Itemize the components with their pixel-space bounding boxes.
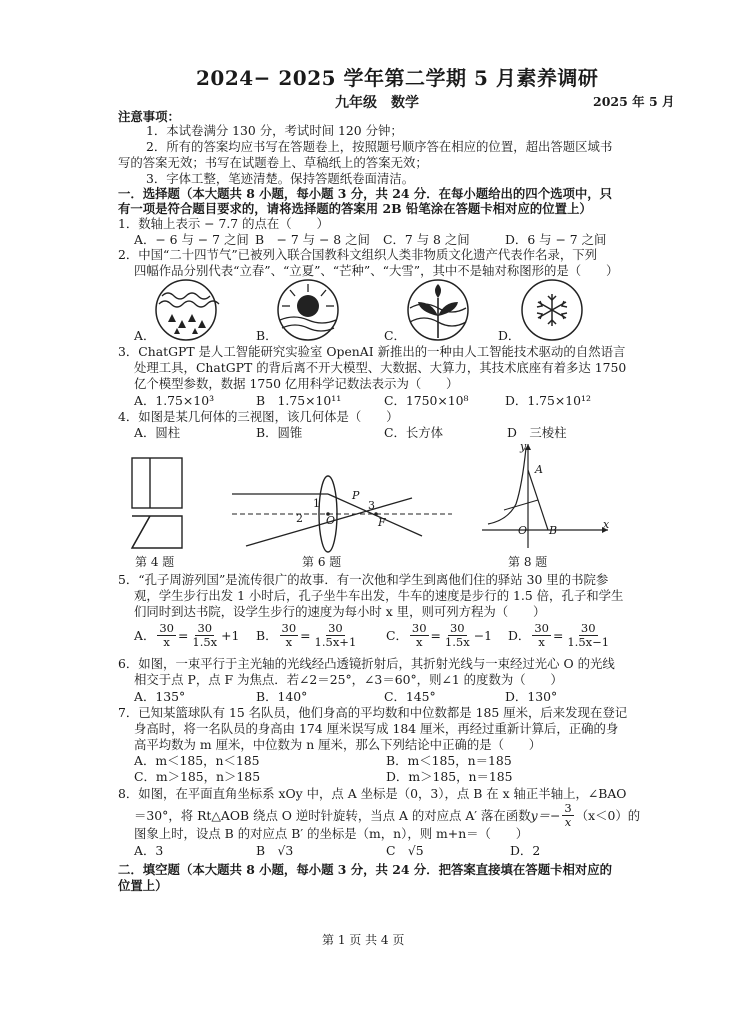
q3-option-b: B 1.75×10¹¹ [256,393,342,408]
fig6-label-2: 2 [296,512,303,525]
q7-option-d: D．m＞185，n＝185 [386,769,513,784]
q5-stem-line3: 们同时到达书院，设学生步行的速度为每小时 x 里，则可列方程为（ ） [134,604,546,619]
q6-option-a: A．135° [134,689,186,704]
section2-heading-cont: 位置上） [118,878,168,893]
figure-q4-three-views [130,456,190,556]
fig8-label-b: B [549,524,558,537]
q4-option-d: D 三棱柱 [507,425,567,440]
figure-caption-q4: 第 4 题 [135,555,175,569]
q2-image-c-mangzhong [406,278,470,342]
q4-option-a: A．圆柱 [134,425,181,440]
grade-subject: 九年级 数学 [335,95,419,111]
figure-caption-q8: 第 8 题 [508,555,548,569]
q4-stem: 4．如图是某几何体的三视图，该几何体是（ ） [118,409,399,424]
q2-image-b-lixia [276,278,340,342]
fig6-label-f: F [378,516,386,529]
note-item: 写的答案无效；书写在试题卷上、草稿纸上的答案无效； [118,155,428,170]
notes-heading: 注意事项： [118,109,180,124]
q6-stem-line1: 6．如图，一束平行于主光轴的光线经凸透镜折射后，其折射光线与一束经过光心 O 的光线 [118,656,615,671]
note-item: 2．所有的答案均应书写在答题卷上，按照题号顺序答在相应的位置，超出答题区域书 [146,139,613,154]
fig8-label-a: A [535,463,543,476]
fig6-label-o: O [326,514,336,527]
q5-option-d: D． $\frac{30}{x}$ = $\frac{30}{1.5x-1}$ [508,621,610,649]
q5-option-b: B． $\frac{30}{x}$ = $\frac{30}{1.5x+1}$ [256,621,357,649]
q1-option-a: A．− 6 与 − 7 之间 [134,232,249,247]
q3-stem-line3: 亿个模型参数，数据 1750 亿用科学记数法表示为（ ） [134,376,459,391]
section1-heading-cont: 有一项是符合题目要求的，请将选择题的答案用 2B 铅笔涂在答题卡相对应的位置上） [118,201,592,216]
q5-stem-line1: 5．“孔子周游列国”是流传很广的故事．有一次他和学生到离他们住的驿站 30 里的书院参 [118,572,609,587]
fig8-label-x: x [603,518,610,531]
q8-stem-line1: 8．如图，在平面直角坐标系 xOy 中，点 A 坐标是（0，3），点 B 在 x 轴正半轴上，∠BAO [118,786,627,801]
q7-option-c: C．m＞185，n＞185 [134,769,261,784]
fig8-label-y: y [520,440,527,453]
q7-option-b: B．m＜185，n＝185 [386,753,512,768]
q2-label-d: D． [498,328,521,343]
q6-option-c: C．145° [384,689,436,704]
q3-stem-line2: 处理工具，ChatGPT 的背后离不开大模型、大数据、大算力，其技术底座有着多达 1750 [134,360,627,375]
section1-heading: 一．选择题（本大题共 8 小题，每小题 3 分，共 24 分．在每小题给出的四个选项中，只 [118,186,613,201]
q8-option-a: A．3 [134,843,164,858]
q2-image-a-lichun [154,278,218,342]
q5-option-c: C． $\frac{30}{x}$ = $\frac{30}{1.5x}$ −1 [386,621,492,649]
exam-date: 2025 年 5 月 [593,94,675,109]
q6-option-d: D．130° [505,689,558,704]
q3-stem-line1: 3．ChatGPT 是人工智能研究实验室 OpenAI 新推出的一种由人工智能技术驱动的自然语言 [118,344,626,359]
figure-q8-coordinate [482,440,612,550]
q5-option-a: A． $\frac{30}{x}$ = $\frac{30}{1.5x}$ +1 [134,621,240,649]
q8-option-b: B √3 [256,843,294,858]
q1-option-d: D．6 与 − 7 之间 [505,232,607,247]
figure-caption-q6: 第 6 题 [302,555,342,569]
q2-label-b: B． [256,328,278,343]
section2-heading: 二．填空题（本大题共 8 小题，每小题 3 分，共 24 分．把答案直接填在答题卡相对应的 [118,862,613,877]
q3-option-a: A．1.75×10³ [134,393,215,408]
q8-stem-line3: 图象上时，设点 B 的对应点 B′ 的坐标是（m，n），则 m+n＝（ ） [134,826,529,841]
q8-option-d: D．2 [510,843,541,858]
q2-image-d-daxue [520,278,584,342]
q4-option-c: C．长方体 [384,425,444,440]
q7-stem-line3: 高平均数为 m 厘米，中位数为 n 厘米，那么下列结论中正确的是（ ） [134,737,542,752]
q6-stem-line2: 相交于点 P，点 F 为焦点．若∠2＝25°，∠3＝60°，则∠1 的度数为（ ） [134,672,563,687]
q7-stem-line1: 7．已知某篮球队有 15 名队员，他们身高的平均数和中位数都是 185 厘米，后来发现在登记 [118,705,628,720]
q3-option-c: C．1750×10⁸ [384,393,469,408]
page-title: 2024− 2025 学年第二学期 5 月素养调研 [196,66,599,90]
q8-option-c: C √5 [386,843,424,858]
note-item: 3．字体工整，笔迹清楚。保持答题纸卷面清洁。 [146,171,415,186]
q2-stem-line1: 2．中国“二十四节气”已被列入联合国教科文组织人类非物质文化遗产代表作名录，下列 [118,247,598,262]
q4-option-b: B．圆锥 [256,425,303,440]
q2-label-a: A． [134,328,156,343]
q6-option-b: B．140° [256,689,308,704]
q2-stem-line2: 四幅作品分别代表“立春”、“立夏”、“芒种”、“大雪”，其中不是轴对称图形的是（ ） [134,263,619,278]
q1-stem: 1．数轴上表示 − 7.7 的点在（ ） [118,216,329,231]
q1-option-c: C．7 与 8 之间 [383,232,470,247]
q7-option-a: A．m＜185，n＜185 [134,753,260,768]
fig8-label-o: O [518,524,528,537]
q1-option-b: B − 7 与 − 8 之间 [255,232,370,247]
fig6-label-p: P [352,489,360,502]
q2-label-c: C． [384,328,406,343]
q5-stem-line2: 观，学生步行出发 1 小时后，孔子坐牛车出发，牛车的速度是步行的 1.5 倍，孔子和学生 [134,588,624,603]
figure-q6-lens [232,470,452,550]
fig6-label-3: 3 [368,499,375,512]
note-item: 1．本试卷满分 130 分，考试时间 120 分钟； [146,123,403,138]
page-footer: 第 1 页 共 4 页 [322,933,405,947]
q8-stem-line2: ＝30°，将 Rt△AOB 绕点 O 逆时针旋转，当点 A 的对应点 A′ 落在函数 y＝− $\frac{3}{x}$ （x＜0）的 [134,801,641,829]
q7-stem-line2: 身高时，将一名队员的身高由 174 厘米误写成 184 厘米，再经过重新计算后，正确的身 [134,721,619,736]
fig6-label-1: 1 [313,497,320,510]
q3-option-d: D．1.75×10¹² [505,393,591,408]
